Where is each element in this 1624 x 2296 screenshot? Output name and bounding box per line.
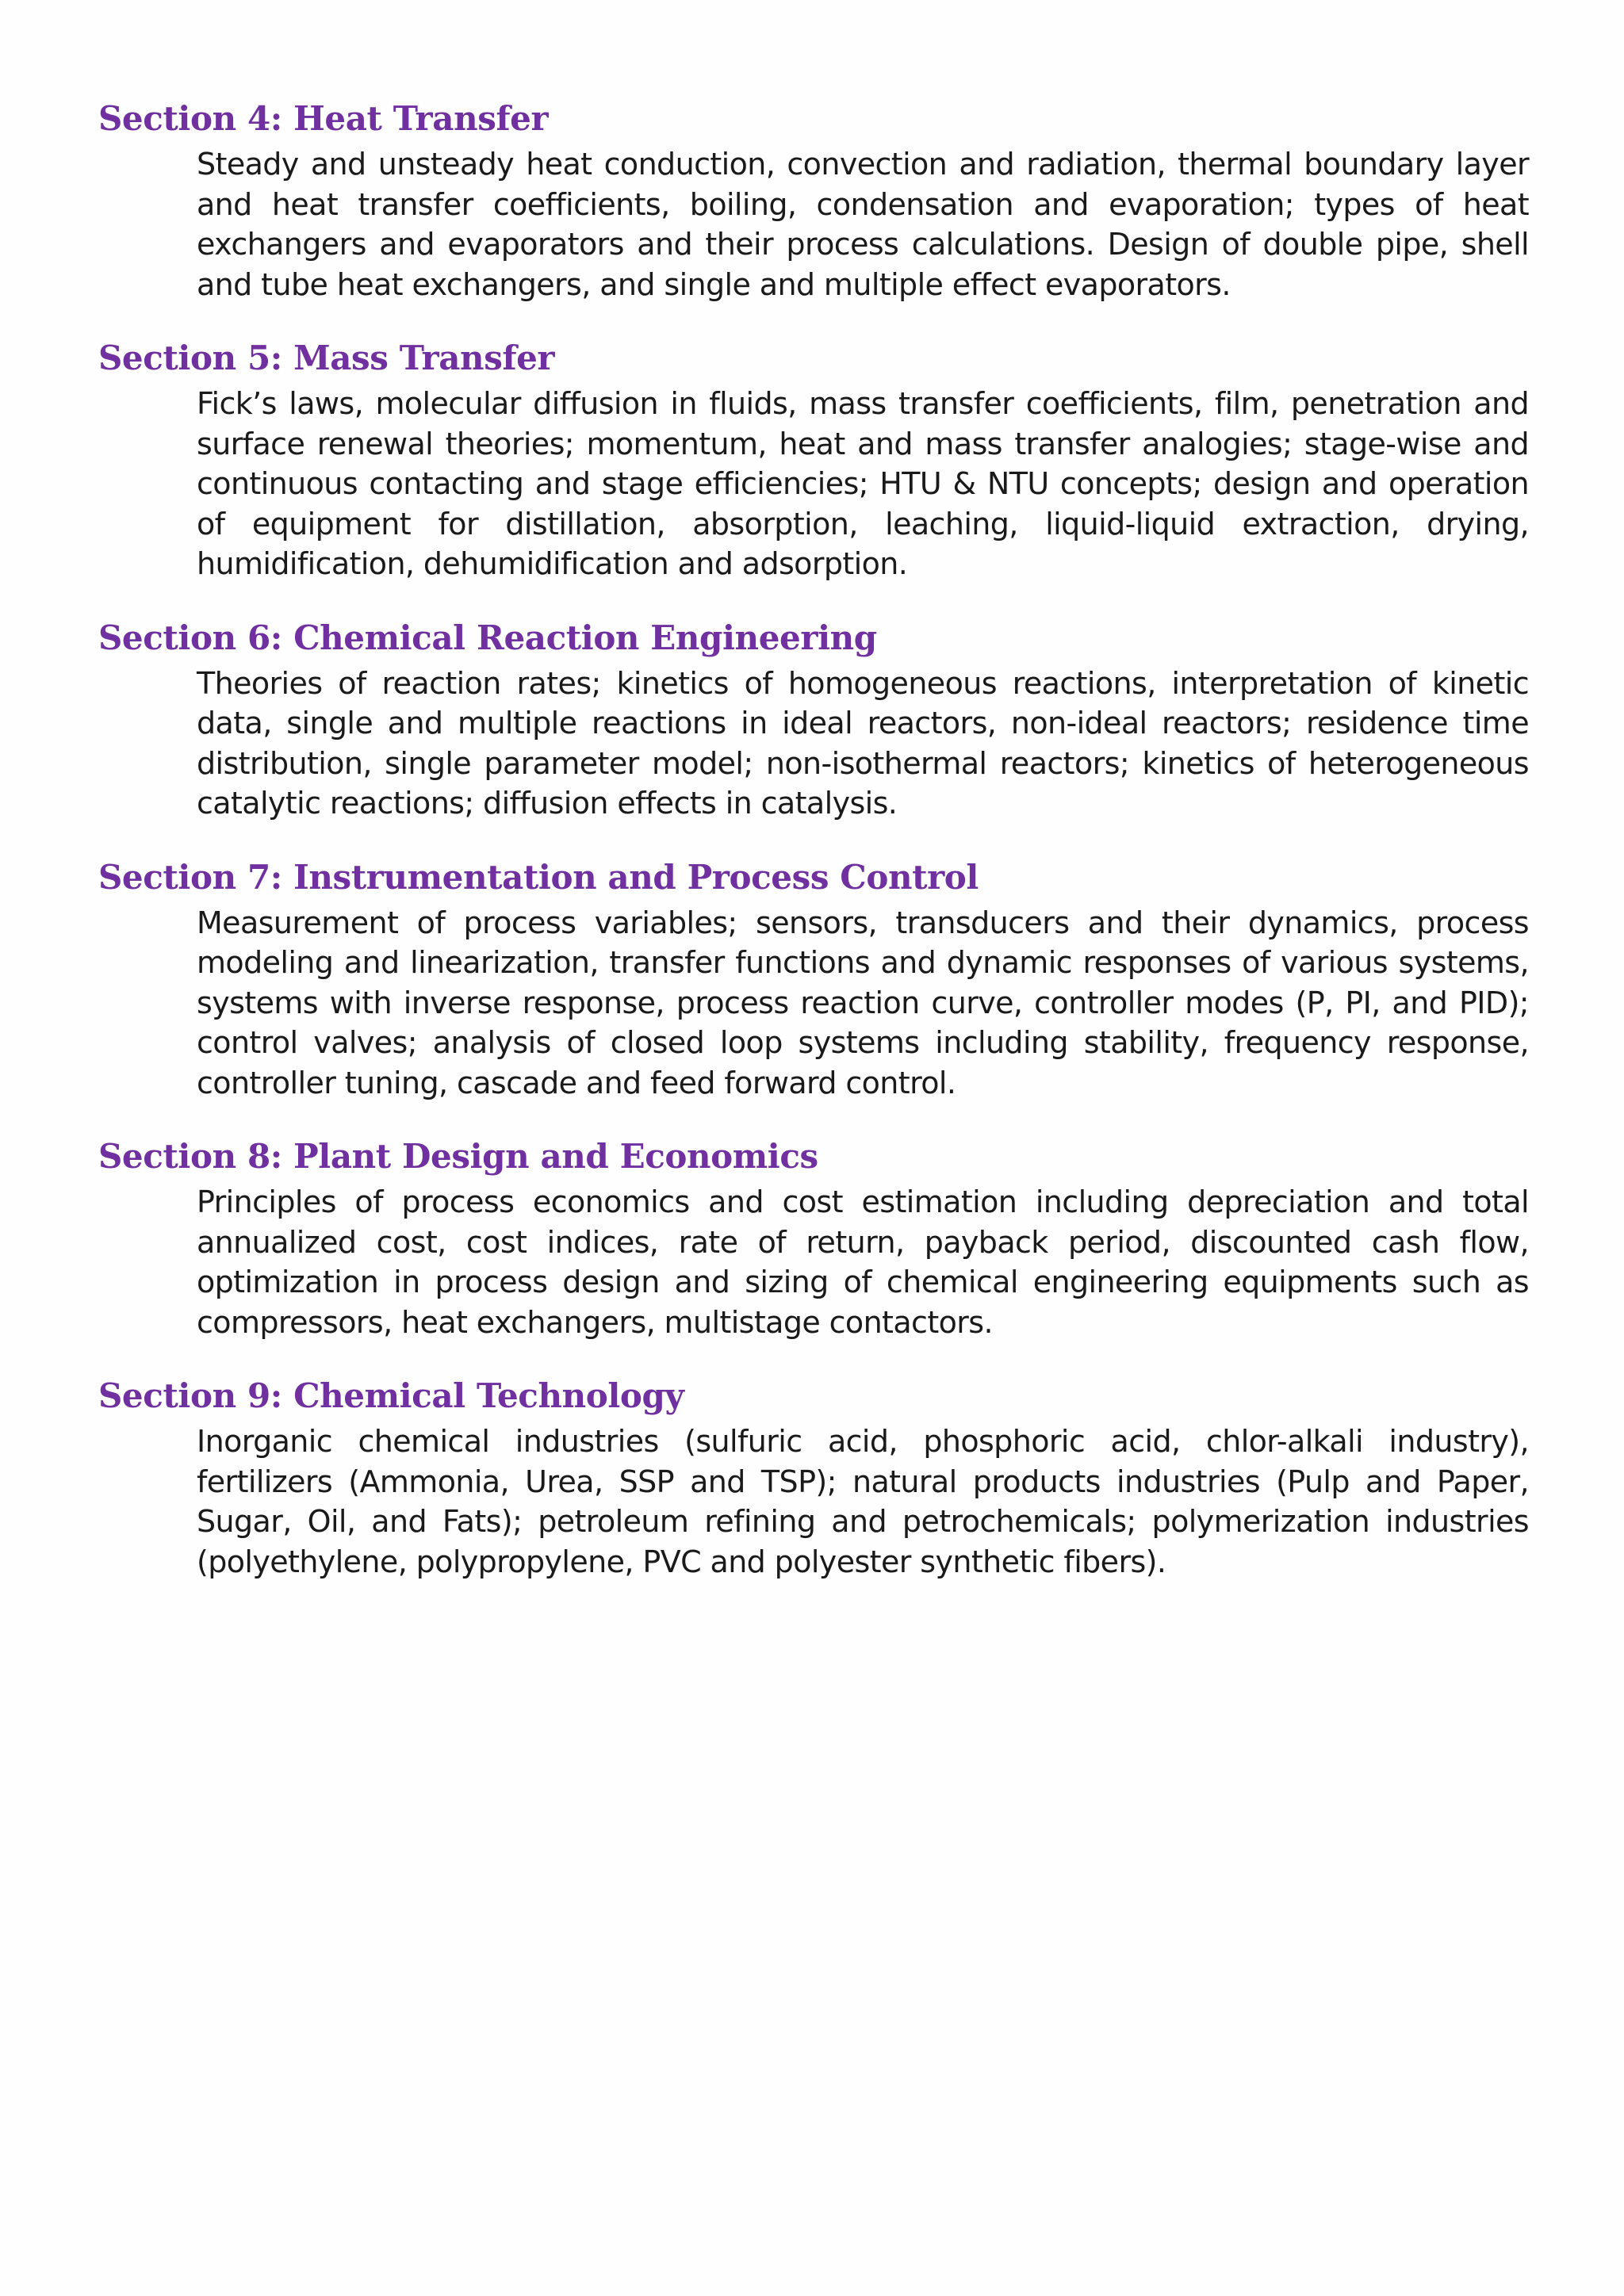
section-plant-design-economics	[98, 1131, 1529, 1342]
section-body: Principles of process economics and cost estimation including depreciation and total annualized cost, cost indices, rate of return, payback period, discounted cash flow, optimization in process design and sizing of chemical engineering equipments such as compressors, heat exchangers, multistage contactors.	[197, 1184, 1529, 1340]
section-instrumentation-process-control	[98, 852, 1529, 1104]
section-chemical-reaction-engineering	[98, 613, 1529, 824]
section-body: Theories of reaction rates; kinetics of homogeneous reactions, interpretation of kinetic data, single and multiple reactions in ideal reactors, non-ideal reactors; residence time distribution, single parameter model; non-isothermal reactors; kinetics of heterogeneous catalytic reactions; diffusion effects in catalysis.	[197, 665, 1529, 821]
syllabus-content	[98, 94, 1529, 1582]
section-heat-transfer	[98, 94, 1529, 304]
section-body: Steady and unsteady heat conduction, convection and radiation, thermal boundary layer and heat transfer coefficients, boiling, condensation and evaporation; types of heat exchangers and evaporators and their process calculations. Design of double pipe, shell and tube heat exchangers, and single and multiple effect evaporators.	[197, 147, 1529, 302]
section-heading: Section 7: Instrumentation and Process Control	[98, 857, 979, 897]
section-heading: Section 4: Heat Transfer	[98, 99, 549, 138]
section-body: Measurement of process variables; sensors, transducers and their dynamics, process modeling and linearization, transfer functions and dynamic responses of various systems, systems with inverse response, process reaction curve, controller modes (P, PI, and PID); control valves; analysis of closed loop systems including stability, frequency response, controller tuning, cascade and feed forward control.	[197, 905, 1529, 1100]
section-mass-transfer	[98, 333, 1529, 584]
section-heading: Section 6: Chemical Reaction Engineering	[98, 618, 877, 657]
section-heading: Section 9: Chemical Technology	[98, 1376, 684, 1415]
section-body: Fick’s laws, molecular diffusion in fluids, mass transfer coefficients, film, penetration and surface renewal theories; momentum, heat and mass transfer analogies; stage-wise and continuous contacting and stage efficiencies; HTU & NTU concepts; design and operation of equipment for distillation, absorption, leaching, liquid-liquid extraction, drying, humidification, dehumidification and adsorption.	[197, 386, 1529, 581]
section-heading: Section 8: Plant Design and Economics	[98, 1137, 818, 1176]
section-heading: Section 5: Mass Transfer	[98, 339, 555, 377]
section-chemical-technology	[98, 1371, 1529, 1582]
section-body: Inorganic chemical industries (sulfuric acid, phosphoric acid, chlor-alkali industry), fertilizers (Ammonia, Urea, SSP and TSP); natural products industries (Pulp and Paper, Sugar, Oil, and Fats); petroleum refining and petrochemicals; polymerization industries (polyethylene, polypropylene, PVC and polyester synthetic fibers).	[197, 1424, 1529, 1579]
